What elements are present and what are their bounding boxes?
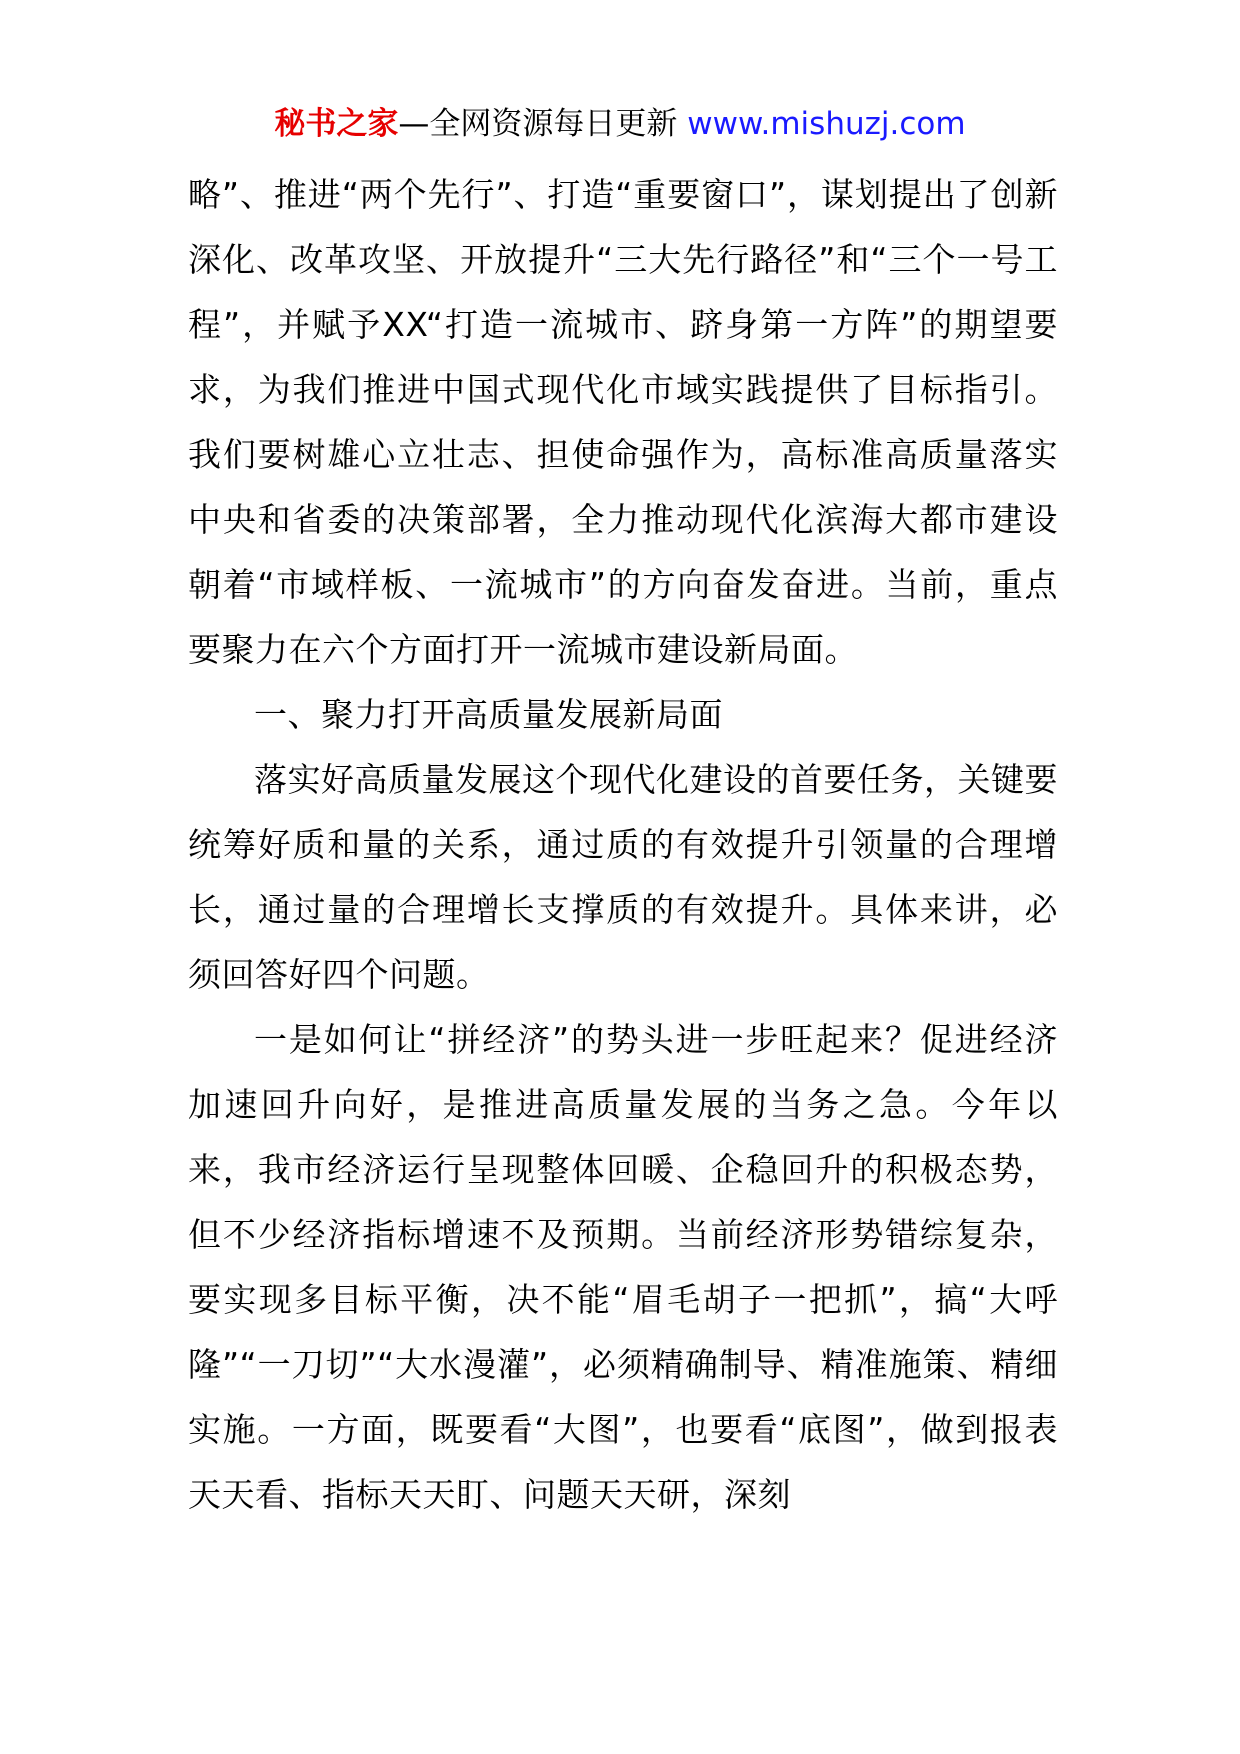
brand-name: 秘书之家: [274, 106, 399, 142]
paragraph-continuation: 略”、推进“两个先行”、打造“重要窗口”，谋划提出了创新深化、改革攻坚、开放提升“三大先行路径”和“三个一号工程”，并赋予XX“打造一流城市、跻身第一方阵”的期望要求，为我们推进中国式现代化市域实践提供了目标指引。我们要树雄心立壮志、担使命强作为，高标准高质量落实中央和省委的决策部署，全力推动现代化滨海大都市建设朝着“市域样板、一流城市”的方向奋发奋进。当前，重点要聚力在六个方面打开一流城市建设新局面。: [188, 175, 1058, 669]
site-url[interactable]: www.mishuzj.com: [687, 106, 966, 142]
paragraph: 落实好高质量发展这个现代化建设的首要任务，关键要统筹好质和量的关系，通过质的有效提升引领量的合理增长，通过量的合理增长支撑质的有效提升。具体来讲，必须回答好四个问题。: [188, 760, 1058, 994]
section-heading: 一、聚力打开高质量发展新局面: [254, 695, 723, 734]
header-tagline: —全网资源每日更新: [398, 106, 688, 142]
document-body: [188, 162, 1058, 1527]
paragraph: 一是如何让“拼经济”的势头进一步旺起来？促进经济加速回升向好，是推进高质量发展的当务之急。今年以来，我市经济运行呈现整体回暖、企稳回升的积极态势，但不少经济指标增速不及预期。当前经济形势错综复杂，要实现多目标平衡，决不能“眉毛胡子一把抓”，搞“大呼隆”“一刀切”“大水漫灌”，必须精确制导、精准施策、精细实施。一方面，既要看“大图”，也要看“底图”，做到报表天天看、指标天天盯、问题天天研，深刻: [188, 1020, 1058, 1514]
site-header: [0, 100, 1240, 148]
